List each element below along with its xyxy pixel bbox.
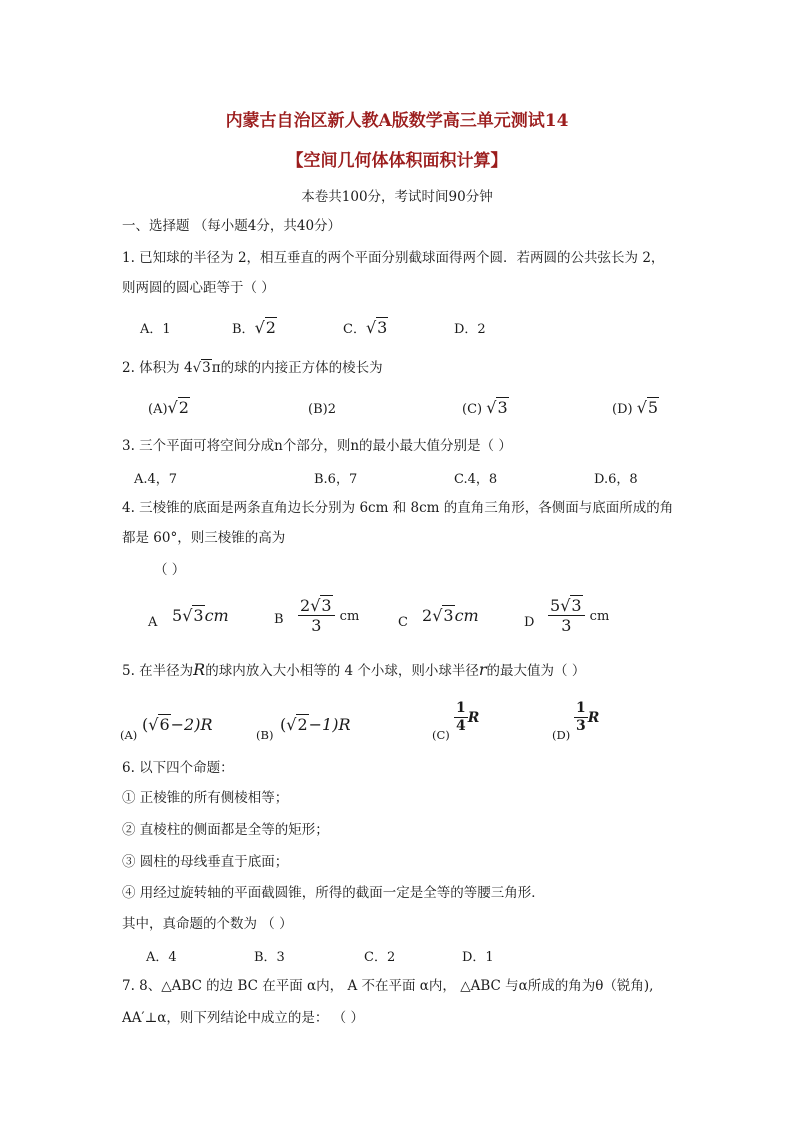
q1-option-c-radicand: 3 (377, 318, 388, 337)
section-heading: 一、选择题 （每小题4分，共40分） (122, 218, 342, 234)
q6-question: 其中，真命题的个数为 （ ） (122, 916, 293, 932)
q6-option-b: B．3 (254, 950, 285, 965)
q2-stem-post: π的球的内接正方体的棱长为 (211, 360, 383, 376)
q4-c-radicand: 3 (443, 606, 454, 625)
q4-d-den: 3 (561, 616, 572, 636)
q2-option-c-radicand: 3 (497, 398, 508, 417)
q2-option-b: (B)2 (308, 402, 336, 417)
sqrt-symbol: √3 (432, 606, 454, 625)
q6-proposition-3: ③ 圆柱的母线垂直于底面； (122, 854, 289, 870)
q4-option-a-expr (172, 606, 229, 625)
q4-a-radicand: 3 (193, 606, 204, 625)
q2-option-d-radicand: 5 (647, 398, 659, 417)
q4-b-unit: cm (339, 609, 360, 625)
q5-option-d-label: (D) (552, 728, 571, 742)
q4-d-radicand: 3 (571, 596, 582, 615)
fraction (574, 700, 588, 735)
sqrt-symbol: √3 (365, 318, 388, 337)
q2-option-a (148, 398, 190, 417)
exam-meta: 本卷共100分，考试时间90分钟 (301, 189, 493, 205)
q5-a-radicand: 6 (159, 715, 170, 734)
q5-c-var-R: R (467, 709, 480, 726)
q1-option-b-radicand: 2 (265, 318, 276, 337)
q4-stem-line2: 都是 60°，则三棱锥的高为 (122, 530, 286, 546)
q5-b-radicand: 2 (297, 715, 308, 734)
q5-stem (122, 660, 585, 681)
q4-d-num-coef: 5 (550, 596, 561, 615)
q2-stem-pre: 2. 体积为 4 (122, 360, 193, 376)
q7-stem-line2: AA′⊥α，则下列结论中成立的是： （ ） (122, 1010, 364, 1026)
q4-option-b-label: B (274, 612, 284, 627)
q5-option-c-label: (C) (432, 728, 450, 742)
q2-option-c (462, 398, 509, 417)
sqrt-symbol: √3 (560, 596, 582, 615)
q4-option-b-expr (298, 596, 359, 635)
q4-option-a-label: A (148, 615, 158, 630)
q4-stem-line1: 4. 三棱锥的底面是两条直角边长分别为 6cm 和 8cm 的直角三角形，各侧面与底面所成的角 (122, 500, 674, 516)
q1-option-d: D．2 (454, 322, 486, 337)
q6-proposition-1: ① 正棱锥的所有侧棱相等； (122, 790, 289, 806)
sqrt-symbol: √3 (486, 398, 508, 417)
q1-stem-line1: 1. 已知球的半径为 2，相互垂直的两个平面分别截球面得两个圆．若两圆的公共弦长为 2， (122, 250, 665, 266)
q6-stem: 6. 以下四个命题： (122, 760, 234, 776)
q4-d-unit: cm (589, 609, 610, 625)
q5-c-den: 4 (456, 717, 466, 734)
q5-option-c-expr (454, 700, 479, 735)
q4-answer-blank: （ ） (154, 562, 186, 578)
q7-stem-line1: 7. 8、△ABC 的边 BC 在平面 α内， A 不在平面 α内， △ABC 与α所成的角为θ（锐角), (122, 978, 654, 994)
q4-option-d-label: D (524, 615, 535, 630)
q2-radicand: 3 (202, 360, 211, 376)
sqrt-symbol: √6 (148, 715, 170, 734)
q5-d-den: 3 (576, 717, 586, 734)
q4-c-unit: cm (454, 606, 479, 625)
q4-b-den: 3 (311, 616, 322, 636)
q1-option-c-label: C． (343, 322, 366, 337)
q4-option-c-label: C (398, 615, 408, 630)
q2-stem (122, 358, 383, 378)
sqrt-symbol: √3 (310, 596, 332, 615)
q4-option-d-expr (548, 596, 609, 635)
page-subtitle: 【空间几何体体积面积计算】 (286, 151, 508, 171)
q3-option-d: D.6，8 (594, 472, 638, 487)
q1-option-b (232, 318, 277, 337)
fraction (548, 596, 585, 635)
q6-option-a: A．4 (146, 950, 177, 965)
q5-option-b-expr: (√2−1)R (280, 715, 351, 734)
q2-option-a-label: (A) (148, 402, 168, 417)
q3-option-c: C.4，8 (454, 472, 498, 487)
q5-option-b-label: (B) (256, 728, 274, 742)
page-title: 内蒙古自治区新人教A版数学高三单元测试14 (225, 111, 569, 131)
q1-option-c (343, 318, 388, 337)
q5-stem-pre: 5. 在半径为 (122, 663, 194, 679)
q2-option-d-label: (D) (612, 402, 633, 417)
q3-stem: 3. 三个平面可将空间分成n个部分，则n的最小最大值分别是（ ） (122, 438, 512, 454)
sqrt-symbol: √2 (254, 318, 276, 337)
q4-b-num-coef: 2 (300, 596, 311, 615)
q5-option-a-label: (A) (120, 728, 138, 742)
q2-option-a-radicand: 2 (178, 398, 189, 417)
q5-stem-post: 的最大值为（ ） (486, 663, 586, 679)
q1-option-a: A．1 (140, 322, 171, 337)
q6-proposition-2: ② 直棱柱的侧面都是全等的矩形； (122, 822, 329, 838)
q5-var-R: R (193, 660, 206, 679)
q5-d-num: 1 (576, 700, 586, 716)
q4-a-coef: 5 (172, 606, 183, 625)
fraction (298, 596, 335, 635)
q5-stem-mid: 的球内放入大小相等的 4 个小球，则小球半径 (205, 663, 479, 679)
fraction (454, 700, 468, 735)
q5-option-d-expr (574, 700, 599, 735)
q5-b-rest: −1)R (308, 715, 351, 734)
q5-var-r: r (478, 660, 487, 679)
q6-option-c: C．2 (364, 950, 396, 965)
sqrt-symbol: √2 (286, 715, 308, 734)
q1-stem-line2: 则两圆的圆心距等于（ ） (122, 280, 275, 296)
q5-c-num: 1 (456, 700, 466, 716)
q5-a-rest: −2)R (170, 715, 213, 734)
sqrt-symbol: √2 (167, 398, 189, 417)
sqrt-symbol: √3 (192, 360, 211, 376)
q2-option-d (612, 398, 659, 417)
q3-option-b: B.6，7 (314, 472, 358, 487)
q4-a-unit: cm (204, 606, 229, 625)
q6-proposition-4: ④ 用经过旋转轴的平面截圆锥，所得的截面一定是全等的等腰三角形． (122, 885, 545, 901)
q3-option-a: A.4，7 (134, 472, 178, 487)
q4-option-c-expr (422, 606, 479, 625)
q4-c-coef: 2 (422, 606, 433, 625)
q5-option-a-expr: (√6−2)R (142, 715, 213, 734)
q1-option-b-label: B． (232, 322, 255, 337)
q5-d-var-R: R (587, 709, 600, 726)
sqrt-symbol: √5 (636, 398, 659, 417)
q4-b-radicand: 3 (321, 596, 332, 615)
q6-option-d: D．1 (462, 950, 494, 965)
q2-option-c-label: (C) (462, 402, 483, 417)
sqrt-symbol: √3 (182, 606, 204, 625)
